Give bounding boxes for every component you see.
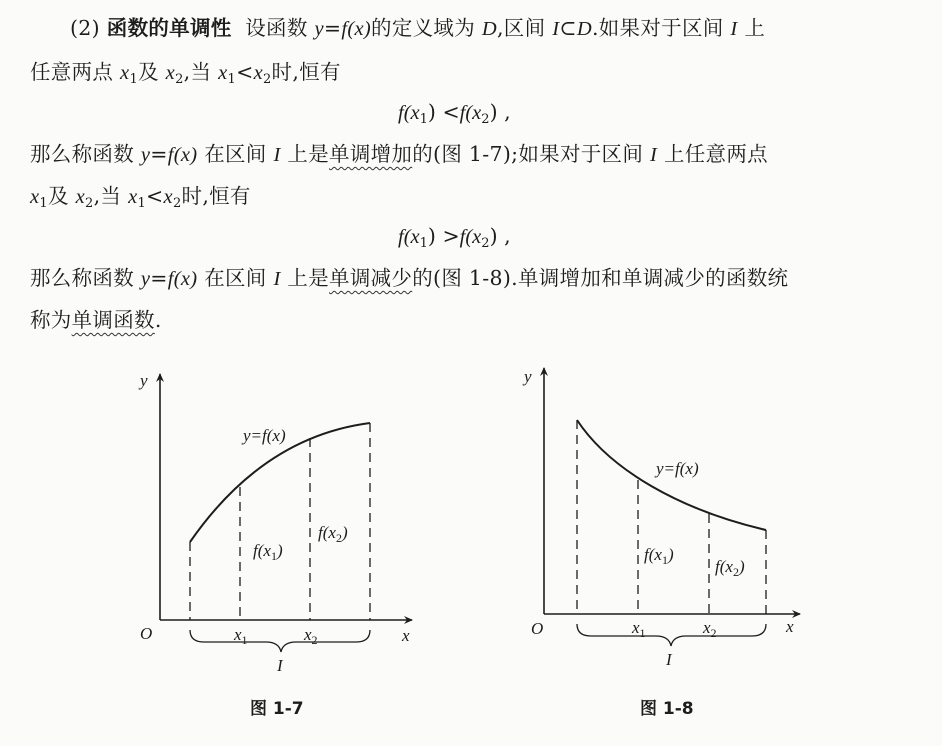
text-span: 在区间: [204, 266, 267, 290]
subscript: 1: [137, 196, 147, 211]
paren: ): [427, 224, 436, 248]
interval-brace: [577, 624, 766, 646]
label-origin: O: [531, 619, 544, 638]
text-span: 时,恒有: [181, 184, 251, 208]
func-f: f: [398, 102, 404, 124]
func-arg: (x): [173, 144, 198, 166]
func-f: f: [459, 226, 466, 248]
text-span: 那么称函数: [30, 142, 134, 166]
subscript: 2: [172, 196, 182, 211]
equals-sign: =: [150, 142, 168, 166]
var-I: I: [273, 268, 281, 290]
subscript: 2: [481, 112, 490, 127]
paren: ): [489, 224, 498, 248]
label-x1: $x_1$: [234, 625, 248, 647]
subscript: 1: [129, 72, 139, 87]
term-decreasing: 单调减少: [329, 266, 413, 290]
label-x: x: [786, 617, 794, 636]
greater-than: >: [442, 224, 460, 248]
text-span: 在区间: [204, 142, 267, 166]
text-span: 的定义域为: [371, 16, 476, 40]
text-span: 的(图 1-8).单调增加和单调减少的函数统: [412, 266, 789, 290]
text-span: 上是: [287, 142, 330, 166]
func-f: f: [167, 144, 174, 166]
section-term: 函数的单调性: [106, 16, 232, 40]
func-f: f: [459, 102, 466, 124]
label-y: y: [524, 367, 532, 386]
subscript: 2: [175, 72, 184, 87]
text-span: 及: [47, 184, 69, 208]
text-span: 上是: [287, 266, 330, 290]
comma: ,: [504, 224, 511, 248]
func-f: f: [398, 226, 404, 248]
less-than: <: [442, 100, 460, 124]
subscript: 2: [481, 236, 490, 251]
label-interval: I: [666, 650, 672, 669]
term-monotonic: 单调函数: [71, 308, 155, 332]
label-fx1: $f(x_1)$: [253, 541, 283, 563]
paren: ): [427, 100, 436, 124]
label-fx1: $f(x_1)$: [644, 545, 674, 567]
subscript: 1: [419, 112, 428, 127]
figure-1-7-graph: [160, 374, 412, 652]
text-span: 及: [138, 60, 159, 84]
var-x: x: [218, 62, 228, 84]
var-D: D: [576, 18, 592, 40]
figure-1-8-graph: [544, 368, 800, 646]
term-increasing: 单调增加: [329, 142, 413, 166]
text-span: 上: [744, 16, 766, 40]
label-x: x: [402, 626, 410, 645]
func-arg: (x: [465, 102, 482, 124]
comma: ,: [504, 100, 511, 124]
var-x: x: [163, 186, 173, 208]
func-arg: (x): [347, 18, 372, 40]
text-span: 上任意两点: [663, 142, 768, 166]
interval-brace: [190, 630, 370, 652]
var-I: I: [649, 144, 658, 166]
text-span: 称为: [30, 308, 72, 332]
label-y: y: [140, 371, 148, 390]
label-fx2: $f(x_2)$: [715, 557, 745, 579]
subscript: 2: [85, 196, 94, 211]
text-span: .如果对于区间: [591, 16, 724, 40]
var-x: x: [75, 186, 86, 208]
var-x: x: [165, 62, 176, 84]
figure-1-8-labels: [522, 367, 794, 669]
func-arg: (x: [465, 226, 482, 248]
text-span: 那么称函数: [30, 266, 134, 290]
func-f: f: [167, 268, 174, 290]
label-x1: $x_1$: [632, 618, 646, 640]
subscript: 1: [419, 236, 428, 251]
paren: ): [489, 100, 498, 124]
var-x: x: [120, 62, 130, 84]
caption-figure-1-7: 图 1-7: [250, 699, 304, 719]
label-fx2: $f(x_2)$: [318, 523, 348, 545]
subset-symbol: ⊂: [559, 16, 577, 40]
subscript: 1: [227, 72, 237, 87]
label-x2: $x_2$: [304, 625, 318, 647]
label-interval: I: [277, 656, 283, 675]
subscript: 2: [262, 72, 272, 87]
text-span: ,区间: [496, 16, 546, 40]
label-origin: O: [140, 624, 153, 643]
var-D: D: [481, 18, 497, 40]
func-f: f: [341, 18, 348, 40]
var-y: y: [314, 18, 324, 40]
var-y: y: [140, 144, 151, 166]
text-span: 的(图 1-7);如果对于区间: [412, 142, 644, 166]
var-I: I: [730, 18, 738, 40]
var-x: x: [253, 62, 263, 84]
var-I: I: [273, 144, 281, 166]
figure-1-7-labels: [138, 371, 410, 675]
var-I: I: [552, 18, 560, 40]
less-than: <: [236, 60, 254, 84]
caption-figure-1-8: 图 1-8: [640, 699, 694, 719]
func-arg: (x: [403, 102, 420, 124]
equals-sign: =: [323, 16, 342, 40]
var-x: x: [30, 186, 40, 208]
subscript: 1: [39, 196, 48, 211]
period: .: [154, 308, 162, 332]
equals-sign: =: [150, 266, 168, 290]
text-span: 设函数: [245, 16, 308, 40]
section-number: (2): [70, 16, 100, 40]
text-span: 任意两点: [30, 60, 114, 84]
text-span: 时,恒有: [271, 60, 341, 84]
text-span: ,当: [93, 184, 122, 208]
label-x2: $x_2$: [703, 618, 717, 640]
label-curve: y=f(x): [656, 459, 699, 478]
text-span: ,当: [183, 60, 212, 84]
label-curve: y=f(x): [243, 426, 286, 445]
func-arg: (x): [173, 268, 198, 290]
less-than: <: [146, 184, 164, 208]
func-arg: (x: [403, 226, 420, 248]
var-x: x: [128, 186, 138, 208]
var-y: y: [140, 268, 151, 290]
